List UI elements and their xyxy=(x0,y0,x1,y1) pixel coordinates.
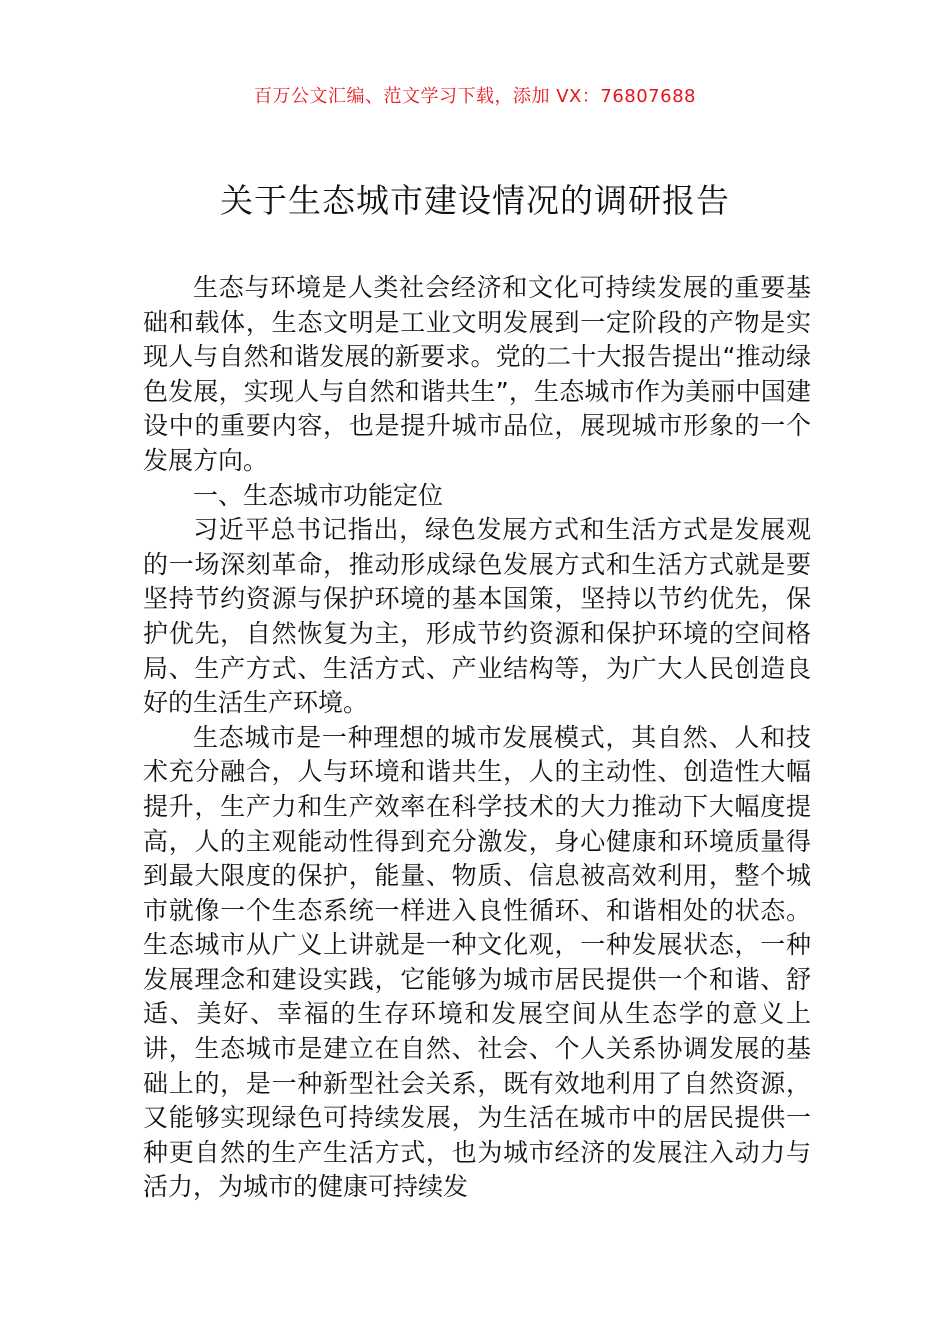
paragraph-green-development: 习近平总书记指出，绿色发展方式和生活方式是发展观的一场深刻革命，推动形成绿色发展方式和生活方式就是要坚持节约资源与保护环境的基本国策，坚持以节约优先，保护优先，自然恢复为主，形成节约资源和保护环境的空间格局、生产方式、生活方式、产业结构等，为广大人民创造良好的生活生产环境。 xyxy=(143,515,811,718)
document-title: 关于生态城市建设情况的调研报告 xyxy=(220,181,730,220)
paragraph-intro: 生态与环境是人类社会经济和文化可持续发展的重要基础和载体，生态文明是工业文明发展到一定阶段的产物是实现人与自然和谐发展的新要求。党的二十大报告提出“推动绿色发展，实现人与自然和谐共生”，生态城市作为美丽中国建设中的重要内容，也是提升城市品位，展现城市形象的一个发展方向。 xyxy=(143,273,811,475)
promo-banner: 百万公文汇编、范文学习下载，添加 VX：76807688 xyxy=(254,86,696,107)
document-body xyxy=(143,271,811,1205)
section-heading: 一、生态城市功能定位 xyxy=(193,480,444,510)
paragraph-eco-city-definition: 生态城市是一种理想的城市发展模式，其自然、人和技术充分融合，人与环境和谐共生，人的主动性、创造性大幅提升，生产力和生产效率在科学技术的大力推动下大幅度提高，人的主观能动性得到充分激发，身心健康和环境质量得到最大限度的保护，能量、物质、信息被高效利用，整个城市就像一个生态系统一样进入良性循环、和谐相处的状态。生态城市从广义上讲就是一种文化观，一种发展状态，一种发展理念和建设实践，它能够为城市居民提供一个和谐、舒适、美好、幸福的生存环境和发展空间从生态学的意义上讲，生态城市是建立在自然、社会、个人关系协调发展的基础上的，是一种新型社会关系，既有效地利用了自然资源，又能够实现绿色可持续发展，为生活在城市中的居民提供一种更自然的生产生活方式，也为城市经济的发展注入动力与活力，为城市的健康可持续发 xyxy=(143,722,811,1202)
